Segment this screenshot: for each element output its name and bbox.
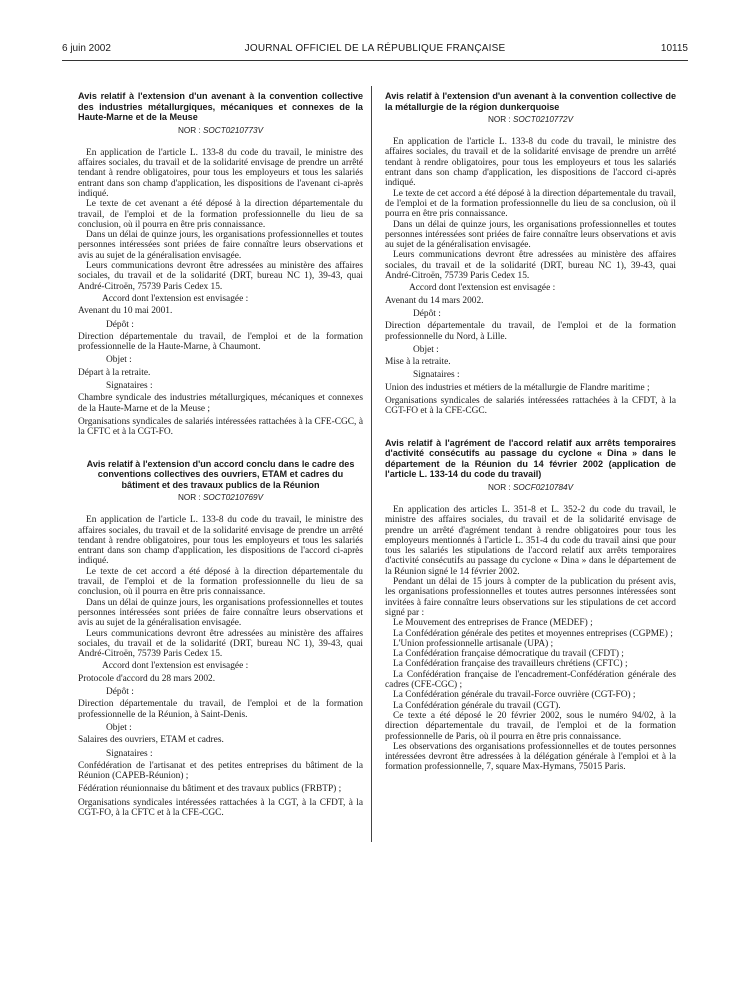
paragraph: Dans un délai de quinze jours, les organisations professionnelles et toutes personnes intéressées sont priées de faire connaître leurs observations et avis au sujet de la généralisation envisagée. xyxy=(78,597,363,629)
paragraph: Le texte de cet accord a été déposé à la direction départementale du travail, de l'emploi et de la formation professionnelle du lieu de sa conclusion, où il pourra en être pris connaissance. xyxy=(385,188,676,220)
paragraph: Le texte de cet accord a été déposé à la direction départementale du travail, de l'emploi et de la formation professionnelle du lieu de sa conclusion, où il pourra en être pris connaissance. xyxy=(78,566,363,598)
signatory-entry: Fédération réunionnaise du bâtiment et des travaux publics (FRBTP) ; xyxy=(78,784,342,795)
publication-date: 6 juin 2002 xyxy=(62,43,111,54)
signatory-entry: Le Mouvement des entreprises de France (MEDEF) ; xyxy=(393,618,593,629)
field-value-accord: Protocole d'accord du 28 mars 2002. xyxy=(78,673,216,684)
field-value-accord: Avenant du 14 mars 2002. xyxy=(385,295,484,306)
notice-reunion-btp xyxy=(78,459,363,819)
field-value-depot: Direction départementale du travail, de l'emploi et de la formation professionnelle du Nord, à Lille. xyxy=(385,321,676,342)
nor-code: SOCT0210769V xyxy=(202,493,264,503)
notice-dunkerque xyxy=(385,91,676,417)
nor-prefix: NOR : xyxy=(487,482,513,492)
nor-code: SOCT0210773V xyxy=(202,125,264,135)
signatory-entry: Chambre syndicale des industries métallurgiques, mécaniques et connexes de la Haute-Marne et de la Meuse ; xyxy=(78,393,363,414)
right-column xyxy=(385,91,676,773)
paragraph: En application de l'article L. 133-8 du code du travail, le ministre des affaires sociales, du travail et de la solidarité envisage de prendre un arrêté tendant à rendre obligatoires, pour tous les employeurs et tous les salariés entrant dans son champ d'application, les dispositions de l'accord ci-après indiqué. xyxy=(78,515,363,567)
nor-code: SOCT0210772V xyxy=(512,115,574,125)
notice-spacer xyxy=(78,441,363,459)
signatory-entry: La Confédération française de l'encadrement-Confédération générale des cadres (CFE-CGC) ; xyxy=(385,669,676,691)
field-label-objet: Objet : xyxy=(106,355,132,366)
field-label-depot: Dépôt : xyxy=(106,687,134,698)
field-value-depot: Direction départementale du travail, de l'emploi et de la formation professionnelle de la Réunion, à Saint-Denis. xyxy=(78,699,363,720)
signatory-entry: Union des industries et métiers de la métallurgie de Flandre maritime ; xyxy=(385,382,650,393)
field-value-objet: Salaires des ouvriers, ETAM et cadres. xyxy=(78,735,224,746)
paragraph: Leurs communications devront être adressées au ministère des affaires sociales, du travail et de la solidarité (DRT, bureau NC 1), 39-43, quai André-Citroën, 75739 Paris Cedex 15. xyxy=(385,250,676,282)
signatory-entry: La Confédération générale des petites et moyennes entreprises (CGPME) ; xyxy=(393,628,673,639)
field-value-objet: Départ à la retraite. xyxy=(78,367,151,378)
header-rule xyxy=(62,60,688,61)
left-column xyxy=(78,91,363,821)
paragraph: En application de l'article L. 133-8 du code du travail, le ministre des affaires sociales, du travail et de la solidarité envisage de prendre un arrêté tendant à rendre obligatoires, pour tous les employeurs et tous les salariés entrant dans son champ d'application, les dispositions de l'accord ci-après indiqué. xyxy=(385,137,676,189)
paragraph: Ce texte a été déposé le 20 février 2002, sous le numéro 94/02, à la direction départementale du travail, de l'emploi et de la formation professionnelle de Paris, où il pourra en être pris connaissance. xyxy=(385,710,676,742)
nor-prefix: NOR : xyxy=(177,493,203,503)
nor-reference xyxy=(385,115,676,124)
field-label-signataires: Signataires : xyxy=(413,370,460,381)
paragraph: Dans un délai de quinze jours, les organisations professionnelles et toutes personnes intéressées sont priées de faire connaître leurs observations et avis au sujet de la généralisation envisagée. xyxy=(78,230,363,261)
nor-prefix: NOR : xyxy=(177,125,203,135)
nor-reference xyxy=(385,483,676,492)
field-value-depot: Direction départementale du travail, de l'emploi et de la formation professionnelle de la Haute-Marne, à Chaumont. xyxy=(78,331,363,353)
field-label-objet: Objet : xyxy=(413,344,439,355)
signatory-entry: Organisations syndicales de salariés intéressées rattachées à la CFDT, à la CGT-FO et à la CFE-CGC. xyxy=(385,396,676,417)
signatory-entry: La Confédération française démocratique du travail (CFDT) ; xyxy=(393,649,624,660)
signatory-entry: La Confédération française des travailleurs chrétiens (CFTC) ; xyxy=(393,659,628,670)
notice-title: Avis relatif à l'agrément de l'accord relatif aux arrêts temporaires d'activité consécutifs au passage du cyclone « Dina » dans le département de la Réunion du 14 février 2002 (application de l'article L. 133-14 du code du travail) xyxy=(385,437,676,480)
notice-spacer xyxy=(385,420,676,438)
signatory-entry: Organisations syndicales de salariés intéressées rattachées à la CFE-CGC, à la CFTC et à la CGT-FO. xyxy=(78,416,363,438)
field-value-accord: Avenant du 10 mai 2001. xyxy=(78,306,173,317)
notice-title: Avis relatif à l'extension d'un avenant à la convention collective des industries métallurgiques, mécaniques et connexes de la Haute-Marne et de la Meuse xyxy=(78,91,363,123)
notice-title: Avis relatif à l'extension d'un avenant à la convention collective de la métallurgie de la région dunkerquoise xyxy=(385,91,676,112)
journal-title: JOURNAL OFFICIEL DE LA RÉPUBLIQUE FRANÇAISE xyxy=(244,43,506,54)
field-label-signataires: Signataires : xyxy=(106,748,153,759)
field-label-accord: Accord dont l'extension est envisagée : xyxy=(102,293,249,304)
notice-haute-marne xyxy=(78,91,363,438)
field-label-objet: Objet : xyxy=(106,722,132,733)
signatory-entry: L'Union professionnelle artisanale (UPA) ; xyxy=(393,638,554,649)
nor-reference xyxy=(78,126,363,135)
paragraph: Dans un délai de quinze jours, les organisations professionnelles et toutes personnes intéressées sont priées de faire connaître leurs observations et avis au sujet de la généralisation envisagée. xyxy=(385,219,676,251)
nor-prefix: NOR : xyxy=(487,115,513,125)
field-label-depot: Dépôt : xyxy=(106,319,134,330)
signatory-entry: Confédération de l'artisanat et des petites entreprises du bâtiment de la Réunion (CAPEB-Réunion) ; xyxy=(78,760,363,782)
notice-title: Avis relatif à l'extension d'un accord conclu dans le cadre des conventions collectives des ouvriers, ETAM et cadres du bâtiment et des travaux publics de la Réunion xyxy=(86,458,355,490)
paragraph: En application de l'article L. 133-8 du code du travail, le ministre des affaires sociales, du travail et de la solidarité envisage de prendre un arrêté tendant à rendre obligatoires, pour tous les employeurs et tous les salariés entrant dans son champ d'application, les dispositions de l'avenant ci-après indiqué. xyxy=(78,147,363,199)
field-label-accord: Accord dont l'extension est envisagée : xyxy=(409,283,556,294)
signatory-entry: La Confédération générale du travail-Force ouvrière (CGT-FO) ; xyxy=(393,690,636,701)
field-value-objet: Mise à la retraite. xyxy=(385,357,451,368)
page-header xyxy=(62,43,688,59)
paragraph: Leurs communications devront être adressées au ministère des affaires sociales, du travail et de la solidarité (DRT, bureau NC 1), 39-43, quai André-Citroën, 75739 Paris Cedex 15. xyxy=(78,628,363,660)
paragraph: Les observations des organisations professionnelles et de toutes personnes intéressées devront être adressées à la délégation générale à l'emploi et à la formation professionnelle, 7, square Max-Hymans, 75015 Paris. xyxy=(385,741,676,773)
column-divider xyxy=(371,86,372,842)
paragraph: Pendant un délai de 15 jours à compter de la publication du présent avis, les organisations professionnelles et toutes autres personnes intéressées sont invitées à faire connaître leurs observations sur les stipulations de cet accord signé par : xyxy=(385,577,676,618)
notice-cyclone-dina xyxy=(385,438,676,773)
field-label-signataires: Signataires : xyxy=(106,381,153,392)
paragraph: Leurs communications devront être adressées au ministère des affaires sociales, du travail et de la solidarité (DRT, bureau NC 1), 39-43, quai André-Citroën, 75739 Paris Cedex 15. xyxy=(78,261,363,292)
signatory-entry: Organisations syndicales intéressées rattachées à la CGT, à la CFDT, à la CGT-FO, à la CFTC et à la CFE-CGC. xyxy=(78,797,363,818)
page-number: 10115 xyxy=(660,43,688,54)
signatory-entry: La Confédération générale du travail (CGT). xyxy=(393,700,561,711)
nor-reference xyxy=(78,493,363,502)
nor-code: SOCF0210784V xyxy=(512,482,574,492)
field-label-accord: Accord dont l'extension est envisagée : xyxy=(102,661,249,672)
paragraph: Le texte de cet avenant a été déposé à la direction départementale du travail, de l'emploi et de la formation professionnelle du lieu de sa conclusion, où il pourra en être pris connaissance. xyxy=(78,199,363,230)
field-label-depot: Dépôt : xyxy=(413,308,441,319)
paragraph: En application des articles L. 351-8 et L. 352-2 du code du travail, le ministre des affaires sociales, du travail et de la solidarité envisage de prendre un arrêté d'agrément tendant à rendre obligatoires pour tous les employeurs mentionnés à l'article L. 351-4 du code du travail ainsi que pour tous les salariés les stipulations de l'accord relatif aux arrêts temporaires d'activité consécutifs au passage du cyclone « Dina » dans le département de la Réunion signé le 14 février 2002. xyxy=(385,504,676,577)
